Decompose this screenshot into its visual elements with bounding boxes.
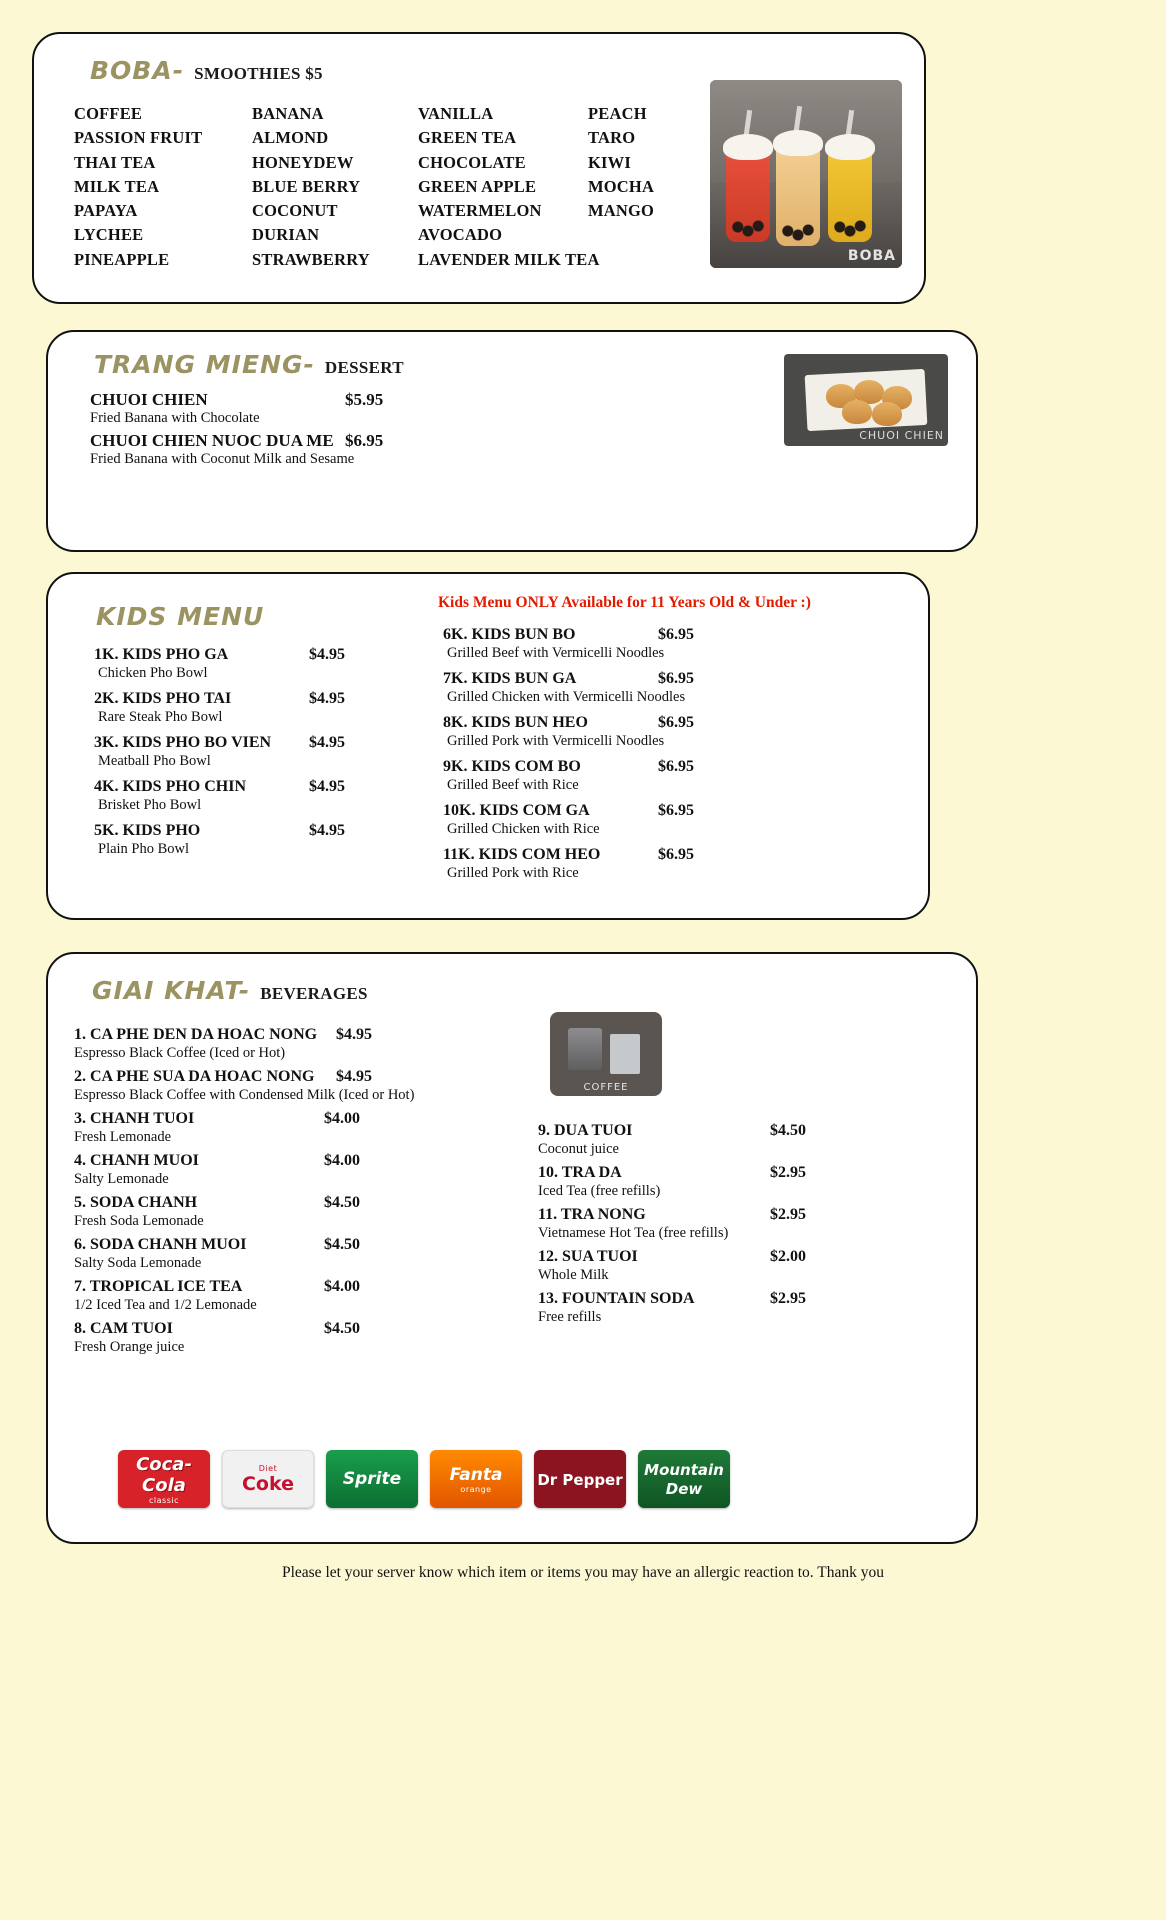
item-name: 9K. KIDS COM BO	[443, 758, 581, 775]
item-name: 9. DUA TUOI	[538, 1122, 633, 1139]
item-price: $4.50	[324, 1320, 360, 1337]
soda-label: Mountain Dew	[644, 1461, 724, 1498]
item-name: 5. SODA CHANH	[74, 1194, 198, 1211]
boba-flavor: COCONUT	[252, 201, 338, 221]
item-price: $4.00	[324, 1110, 360, 1127]
kids-items-left-column	[94, 644, 424, 866]
item-price: $6.95	[658, 802, 694, 819]
item-description: Coconut juice	[538, 1141, 619, 1157]
item-price: $6.95	[345, 431, 384, 450]
beverages-heading	[92, 976, 368, 1005]
item-price: $5.95	[345, 390, 384, 409]
dessert-item	[90, 431, 510, 451]
kids-item	[443, 670, 773, 688]
dessert-item	[90, 390, 510, 410]
dessert-title-english: DESSERT	[324, 358, 404, 377]
boba-flavor: COFFEE	[74, 104, 143, 123]
item-description: Grilled Beef with Vermicelli Noodles	[447, 645, 665, 661]
beverage-item	[74, 1152, 464, 1170]
boba-flavor: CHOCOLATE	[418, 152, 526, 172]
item-description: Brisket Pho Bowl	[98, 797, 202, 813]
item-description: Fresh Lemonade	[74, 1129, 172, 1145]
item-description: Plain Pho Bowl	[98, 841, 190, 857]
kids-item	[443, 758, 773, 776]
boba-flavor: BANANA	[252, 104, 324, 123]
kids-heading	[96, 602, 264, 631]
item-description: Meatball Pho Bowl	[98, 753, 211, 769]
beverage-item	[538, 1206, 868, 1224]
item-price: $2.00	[770, 1248, 806, 1265]
item-price: $4.95	[309, 822, 345, 839]
boba-photo-caption: BOBA	[847, 248, 896, 264]
item-description: Vietnamese Hot Tea (free refills)	[538, 1225, 729, 1241]
item-price: $6.95	[658, 714, 694, 731]
boba-flavor: PASSION FRUIT	[74, 128, 203, 148]
beverages-title-vietnamese: GIAI KHAT-	[92, 976, 251, 1005]
dessert-title-vietnamese: TRANG MIENG-	[94, 350, 315, 379]
kids-item	[443, 626, 773, 644]
diet-coke-logo	[222, 1450, 314, 1508]
fanta-logo	[430, 1450, 522, 1508]
boba-title-vietnamese: BOBA-	[90, 56, 185, 85]
item-description: Grilled Chicken with Rice	[447, 821, 600, 837]
kids-item	[94, 734, 424, 752]
item-price: $4.95	[309, 646, 345, 663]
item-price: $4.95	[309, 690, 345, 707]
sprite-logo	[326, 1450, 418, 1508]
boba-flavor: LYCHEE	[74, 225, 144, 245]
dessert-photo	[784, 354, 948, 446]
item-price: $4.50	[770, 1122, 806, 1139]
soda-brand-logos	[118, 1450, 730, 1508]
item-price: $6.95	[658, 670, 694, 687]
boba-heading	[90, 56, 323, 85]
item-description: Espresso Black Coffee (Iced or Hot)	[74, 1045, 286, 1061]
boba-drinks-photo	[710, 80, 902, 268]
boba-section	[32, 32, 926, 304]
boba-flavor: KIWI	[588, 152, 631, 172]
item-price: $6.95	[658, 846, 694, 863]
kids-item	[94, 822, 424, 840]
item-description: Grilled Chicken with Vermicelli Noodles	[447, 689, 686, 705]
dessert-item-list	[90, 390, 510, 472]
coffee-photo	[550, 1012, 662, 1096]
coffee-photo-caption: COFFEE	[583, 1082, 629, 1093]
item-price: $4.50	[324, 1236, 360, 1253]
item-description: Fresh Soda Lemonade	[74, 1213, 204, 1229]
boba-flavor: PEACH	[588, 104, 647, 123]
item-price: $4.95	[336, 1026, 372, 1043]
item-description: Iced Tea (free refills)	[538, 1183, 661, 1199]
boba-flavor: TARO	[588, 128, 636, 148]
item-description: Rare Steak Pho Bowl	[98, 709, 223, 725]
item-description: Free refills	[538, 1309, 602, 1325]
beverage-item	[74, 1320, 464, 1338]
item-price: $2.95	[770, 1164, 806, 1181]
item-name: 12. SUA TUOI	[538, 1248, 638, 1265]
item-name: 2K. KIDS PHO TAI	[94, 690, 232, 707]
boba-flavor: BLUE BERRY	[252, 176, 361, 196]
item-price: $2.95	[770, 1290, 806, 1307]
item-description: Fried Banana with Coconut Milk and Sesame	[90, 451, 355, 467]
kids-age-note: Kids Menu ONLY Available for 11 Years Old & Under :)	[438, 594, 811, 611]
item-name: 3K. KIDS PHO BO VIEN	[94, 734, 272, 751]
boba-flavor: MANGO	[588, 201, 655, 221]
allergy-notice: Please let your server know which item or items you may have an allergic reaction to. Thank you	[281, 1564, 885, 1581]
item-name: 7. TROPICAL ICE TEA	[74, 1278, 243, 1295]
dessert-heading	[94, 350, 404, 379]
kids-menu-section	[46, 572, 930, 920]
item-description: Espresso Black Coffee with Condensed Milk (Iced or Hot)	[74, 1087, 415, 1103]
boba-flavor: LAVENDER MILK TEA	[418, 249, 600, 269]
dessert-section	[46, 330, 978, 552]
item-price: $2.95	[770, 1206, 806, 1223]
item-price: $6.95	[658, 758, 694, 775]
kids-item	[94, 778, 424, 796]
soda-label: Coke	[241, 1472, 294, 1495]
kids-title: KIDS MENU	[96, 602, 265, 631]
boba-flavor: PAPAYA	[74, 201, 138, 221]
soda-label: Sprite	[342, 1469, 402, 1489]
kids-item	[443, 846, 773, 864]
beverage-item	[74, 1194, 464, 1212]
kids-item	[443, 714, 773, 732]
beverage-item	[538, 1164, 868, 1182]
beverages-title-english: BEVERAGES	[260, 984, 368, 1003]
item-price: $6.95	[658, 626, 694, 643]
soda-label: Fanta	[449, 1464, 503, 1485]
kids-items-right-column	[443, 624, 773, 890]
item-name: 4K. KIDS PHO CHIN	[94, 778, 247, 795]
mountain-dew-logo	[638, 1450, 730, 1508]
item-price: $4.95	[336, 1068, 372, 1085]
item-name: CHUOI CHIEN	[90, 390, 208, 409]
item-name: 7K. KIDS BUN GA	[443, 670, 577, 687]
kids-item	[443, 802, 773, 820]
item-name: 13. FOUNTAIN SODA	[538, 1290, 695, 1307]
item-price: $4.50	[324, 1194, 360, 1211]
item-price: $4.95	[309, 778, 345, 795]
item-name: 8. CAM TUOI	[74, 1320, 173, 1337]
item-name: 6. SODA CHANH MUOI	[74, 1236, 247, 1253]
item-name: 10K. KIDS COM GA	[443, 802, 590, 819]
item-description: Salty Lemonade	[74, 1171, 169, 1187]
boba-flavor: MOCHA	[588, 176, 655, 196]
beverages-section	[46, 952, 978, 1544]
boba-flavor-grid	[74, 102, 694, 272]
boba-flavor: VANILLA	[418, 104, 494, 123]
soda-sublabel: classic	[149, 1495, 179, 1505]
boba-flavor: WATERMELON	[418, 201, 542, 221]
item-name: 8K. KIDS BUN HEO	[443, 714, 588, 731]
beverages-left-column	[74, 1026, 464, 1362]
beverage-item	[74, 1110, 464, 1128]
boba-flavor: DURIAN	[252, 225, 320, 245]
item-price: $4.95	[309, 734, 345, 751]
item-name: 5K. KIDS PHO	[94, 822, 201, 839]
beverage-item	[538, 1122, 868, 1140]
item-name: 2. CA PHE SUA DA HOAC NONG	[74, 1068, 315, 1085]
boba-flavor: GREEN APPLE	[418, 176, 537, 196]
soda-sublabel: orange	[460, 1484, 492, 1494]
item-description: Whole Milk	[538, 1267, 609, 1283]
dr-pepper-logo	[534, 1450, 626, 1508]
dessert-photo-caption: CHUOI CHIEN	[859, 429, 944, 442]
boba-flavor: AVOCADO	[418, 225, 503, 245]
item-description: Salty Soda Lemonade	[74, 1255, 202, 1271]
beverage-item	[538, 1248, 868, 1266]
boba-flavor	[588, 223, 698, 247]
item-name: 6K. KIDS BUN BO	[443, 626, 576, 643]
item-name: 11. TRA NONG	[538, 1206, 646, 1223]
item-name: 10. TRA DA	[538, 1164, 622, 1181]
coca-cola-logo	[118, 1450, 210, 1508]
item-description: Fresh Orange juice	[74, 1339, 185, 1355]
boba-flavor	[588, 248, 698, 272]
beverage-item	[74, 1236, 464, 1254]
item-description: Chicken Pho Bowl	[98, 665, 208, 681]
item-description: Fried Banana with Chocolate	[90, 410, 260, 426]
item-price: $4.00	[324, 1278, 360, 1295]
soda-sublabel: Diet	[258, 1463, 278, 1473]
boba-flavor: HONEYDEW	[252, 152, 354, 172]
beverage-item	[74, 1278, 464, 1296]
item-name: CHUOI CHIEN NUOC DUA ME	[90, 431, 334, 450]
beverage-item	[74, 1026, 464, 1044]
boba-flavor: STRAWBERRY	[252, 249, 370, 269]
boba-flavor: GREEN TEA	[418, 128, 517, 148]
boba-title-english: SMOOTHIES $5	[194, 64, 323, 83]
kids-item	[94, 690, 424, 708]
item-name: 4. CHANH MUOI	[74, 1152, 199, 1169]
item-price: $4.00	[324, 1152, 360, 1169]
soda-label: Dr Pepper	[537, 1470, 623, 1489]
boba-flavor: MILK TEA	[74, 176, 160, 196]
item-name: 1. CA PHE DEN DA HOAC NONG	[74, 1026, 318, 1043]
item-description: Grilled Beef with Rice	[447, 777, 579, 793]
boba-flavor: ALMOND	[252, 128, 329, 148]
boba-flavor: PINEAPPLE	[74, 249, 170, 269]
item-name: 11K. KIDS COM HEO	[443, 846, 601, 863]
item-name: 3. CHANH TUOI	[74, 1110, 195, 1127]
item-name: 1K. KIDS PHO GA	[94, 646, 229, 663]
beverage-item	[74, 1068, 464, 1086]
item-description: Grilled Pork with Rice	[447, 865, 579, 881]
item-description: Grilled Pork with Vermicelli Noodles	[447, 733, 665, 749]
item-description: 1/2 Iced Tea and 1/2 Lemonade	[74, 1297, 257, 1313]
kids-item	[94, 646, 424, 664]
soda-label: Coca-Cola	[136, 1453, 192, 1496]
beverage-item	[538, 1290, 868, 1308]
beverages-right-column	[538, 1122, 868, 1332]
boba-flavor: THAI TEA	[74, 152, 156, 172]
